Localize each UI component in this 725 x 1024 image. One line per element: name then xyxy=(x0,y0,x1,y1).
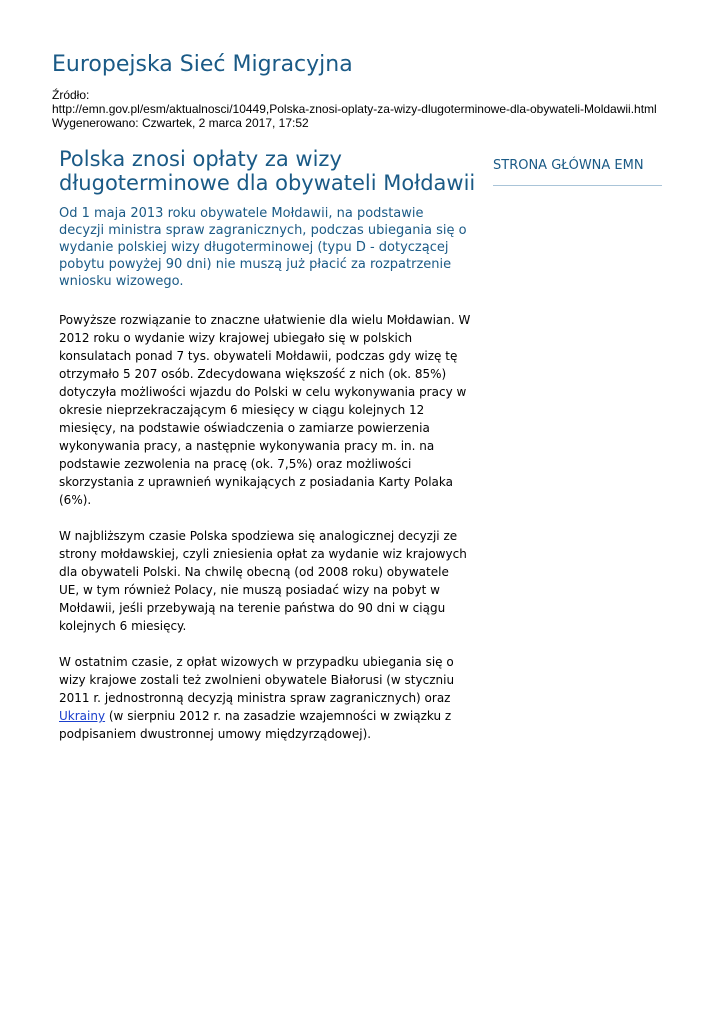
article-paragraph xyxy=(59,653,471,743)
site-title: Europejska Sieć Migracyjna xyxy=(52,52,353,77)
paragraph-text: W ostatnim czasie, z opłat wizowych w przypadku ubiegania się o wizy krajowe zostali też zwolnieni obywatele Białorusi (w styczniu 2011 r. jednostronną decyzją ministra spraw zagranicznych) oraz xyxy=(59,655,455,705)
source-url: http://emn.gov.pl/esm/aktualnosci/10449,Polska-znosi-oplaty-za-wizy-dlugoterminowe-dla-obywateli-Moldawii.html xyxy=(52,102,657,116)
article-paragraph: Powyższe rozwiązanie to znaczne ułatwienie dla wielu Mołdawian. W 2012 roku o wydanie wizy krajowej ubiegało się w polskich konsulatach ponad 7 tys. obywateli Mołdawii, podczas gdy wizę tę otrzymało 5 207 osób. Zdecydowana większość z nich (ok. 85%) dotyczyła możliwości wjazdu do Polski w celu wykonywania pracy w okresie nieprzekraczającym 6 miesięcy w ciągu kolejnych 12 miesięcy, na podstawie oświadczenia o zamiarze powierzenia wykonywania pracy, a następnie wykonywania pracy m. in. na podstawie zezwolenia na pracę (ok. 7,5%) oraz możliwości skorzystania z uprawnień wynikających z posiadania Karty Polaka (6%). xyxy=(59,313,471,507)
generated-date: Wygenerowano: Czwartek, 2 marca 2017, 17:52 xyxy=(52,116,309,130)
article-lead: Od 1 maja 2013 roku obywatele Mołdawii, na podstawie decyzji ministra spraw zagranicznych, podczas ubiegania się o wydanie polskiej wizy długoterminowej (typu D - dotyczącej pobytu powyżej 90 dni) nie muszą już płacić za rozpatrzenie wniosku wizowego. xyxy=(59,206,467,289)
article-paragraph: W najbliższym czasie Polska spodziewa się analogicznej decyzji ze strony mołdawskiej, czyli zniesienia opłat za wydanie wiz krajowych dla obywateli Polski. Na chwilę obecną (od 2008 roku) obywatele UE, w tym również Polacy, nie muszą posiadać wizy na pobyt w Mołdawii, jeśli przebywają na terenie państwa do 90 dni w ciągu kolejnych 6 miesięcy. xyxy=(59,529,467,633)
article-title: Polska znosi opłaty za wizy długoterminowe dla obywateli Mołdawii xyxy=(59,147,476,195)
paragraph-text: (w sierpniu 2012 r. na zasadzie wzajemności w związku z podpisaniem dwustronnej umowy międzyrządowej). xyxy=(59,709,452,741)
source-info xyxy=(52,88,672,130)
sidebar-home-link[interactable]: STRONA GŁÓWNA EMN xyxy=(493,158,662,186)
article-body xyxy=(59,311,471,761)
source-label: Źródło: xyxy=(52,88,90,102)
ukraina-link[interactable]: Ukrainy xyxy=(59,709,106,723)
